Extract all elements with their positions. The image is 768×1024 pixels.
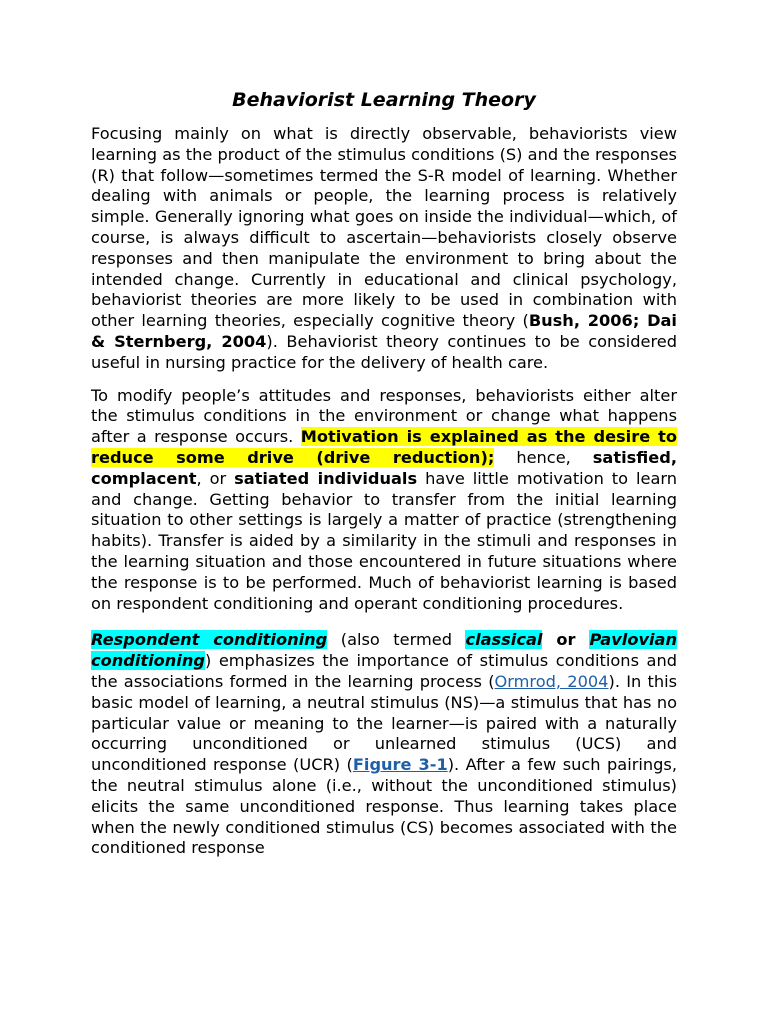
paragraph-text: hence,: [494, 447, 593, 467]
conjunction-or: or: [542, 630, 590, 650]
paragraph-motivation: [91, 386, 677, 615]
paragraph-text: ) emphasizes the importance of stimulus conditions and the associations formed in the learning process (: [91, 651, 677, 691]
bold-satisfied-complacent: satisfied, complacent: [91, 447, 677, 488]
paragraph-text: ). Behaviorist theory continues to be considered useful in nursing practice for the delivery of health care.: [91, 331, 677, 372]
citation-bush-dai-sternberg: Bush, 2006; Dai & Sternberg, 2004: [91, 311, 677, 351]
paragraph-text: , or: [196, 468, 235, 488]
term-respondent-conditioning: Respondent conditioning: [91, 630, 328, 650]
paragraph-text: ). After a few such pairings, the neutral stimulus alone (i.e., without the unconditioned stimulus) elicits the same unconditioned response. Thus learning takes place when the newly conditioned stimulus (CS) becomes associated with the conditioned response: [91, 755, 677, 858]
bold-satiated-individuals: satiated individuals: [234, 468, 418, 488]
ormrod-2004-link[interactable]: Ormrod, 2004: [494, 671, 609, 691]
paragraph-text: To modify people’s attitudes and responses, behaviorists either alter the stimulus conditions in the environment or change what happens after a response occurs.: [91, 385, 677, 447]
highlighted-motivation-text: Motivation is explained as the desire to reduce some drive (drive reduction);: [91, 427, 677, 467]
paragraph-text: (also termed: [327, 630, 466, 650]
term-pavlovian-conditioning: Pavlovian conditioning: [91, 630, 678, 671]
paragraph-text: Focusing mainly on what is directly observable, behaviorists view learning as the product of the stimulus conditions (S) and the responses (R) that follow—sometimes termed the S-R model of learning. Whether dealing with animals or people, the learning process is relatively simple. Generally ignoring what goes on inside the individual—which, of course, is always difficult to ascertain—behaviorists closely observe responses and then manipulate the environment to bring about the intended change. Currently in educational and clinical psychology, behaviorist theories are more likely to be used in combination with other learning theories, especially cognitive theory (: [91, 124, 677, 331]
paragraph-text: ). In this basic model of learning, a neutral stimulus (NS)—a stimulus that has no particular value or meaning to the learner—is paired with a naturally occurring unconditioned or unlearned stimulus (UCS) and unconditioned response (UCR) (: [91, 671, 678, 775]
figure-3-1-link[interactable]: Figure 3-1: [352, 755, 448, 775]
document-title: Behaviorist Learning Theory: [232, 89, 536, 111]
paragraph-intro: [91, 124, 677, 374]
paragraph-text: have little motivation to learn and change. Getting behavior to transfer from the initial learning situation to other settings is largely a matter of practice (strengthening habits). Transfer is aided by a similarity in the stimuli and responses in the learning situation and those encountered in future situations where the response is to be performed. Much of behaviorist learning is based on respondent conditioning and operant conditioning procedures.: [91, 468, 677, 613]
term-classical: classical: [465, 630, 543, 650]
paragraph-respondent-conditioning: [91, 630, 677, 859]
